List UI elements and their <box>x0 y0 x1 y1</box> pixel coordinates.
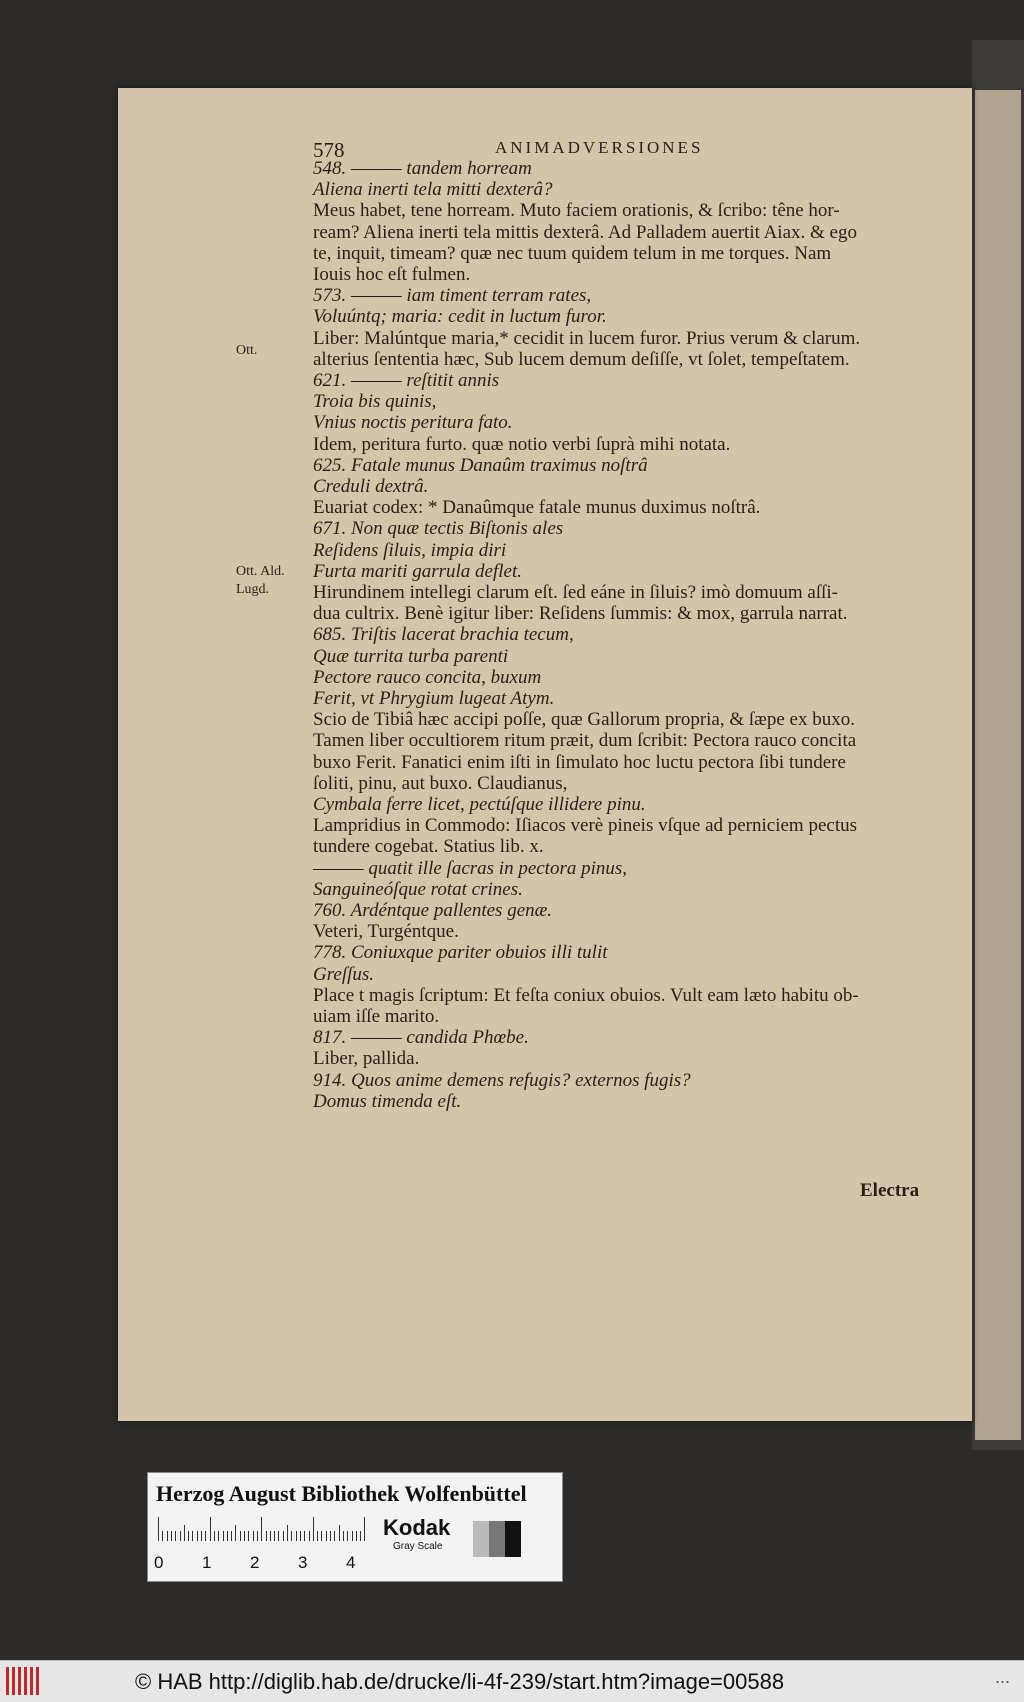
text-line: 548. ——— tandem horream <box>313 158 532 179</box>
text-line: Pectore rauco concita, buxum <box>313 666 542 688</box>
text-line: Iouis hoc eſt fulmen. <box>313 264 471 285</box>
library-title: Herzog August Bibliothek Wolfenbüttel <box>156 1481 527 1506</box>
hab-logo-icon <box>6 1667 46 1695</box>
text-line: Cymbala ferre licet, pectúſque illidere pinu. <box>313 794 646 815</box>
text-line: 573. ——— iam timent terram rates, <box>313 285 592 307</box>
text-line: Place t magis ſcriptum: Et feſta coniux obuios. Vult eam læto habitu ob- <box>313 984 859 1006</box>
text-line: 817. ——— candida Phœbe. <box>313 1027 529 1049</box>
text-line: Reſidens ſiluis, impia diri <box>313 539 507 561</box>
text-line: te, inquit, timeam? quæ nec tuum quidem telum in me torques. Nam <box>313 242 832 264</box>
text-line: Hirundinem intellegi clarum eſt. ſed eáne in ſiluis? imò domuum aſſi- <box>313 582 839 603</box>
text-line: 685. Triſtis lacerat brachia tecum, <box>313 624 574 646</box>
footer-bar <box>0 1660 1024 1702</box>
text-line: Tamen liber occultiorem ritum præit, dum ſcribit: Pectora rauco concita <box>313 730 857 752</box>
text-line: 914. Quos anime demens refugis? externos fugis? <box>313 1069 691 1091</box>
text-line: Furta mariti garrula deflet. <box>313 560 522 582</box>
text-line: Greſſus. <box>313 963 375 985</box>
facing-page-edge <box>975 90 1021 1440</box>
gray-scale-label: Gray Scale <box>393 1541 443 1552</box>
text-line: Vnius noctis peritura fato. <box>313 412 513 434</box>
text-line: 671. Non quæ tectis Biſtonis ales <box>313 518 564 540</box>
book-page <box>118 88 972 1421</box>
text-line: uiam iſſe marito. <box>313 1006 440 1027</box>
text-line: Troia bis quinis, <box>313 391 437 413</box>
gray-swatch-light <box>473 1521 489 1557</box>
ruler-digit: 4 <box>346 1553 356 1572</box>
ruler-digit: 0 <box>154 1553 164 1572</box>
text-line: ——— quatit ille ſacras in pectora pinus, <box>313 857 628 879</box>
text-line: Quæ turrita turba parenti <box>313 645 509 667</box>
gray-swatch-mid <box>489 1521 505 1557</box>
running-head: ANIMADVERSIONES <box>495 138 704 157</box>
text-line: Meus habet, tene horream. Muto faciem orationis, & ſcribo: têne hor- <box>313 200 840 222</box>
catchword: Electra <box>860 1180 920 1201</box>
text-line: buxo Ferit. Fanatici enim iſti in ſimulato hoc luctu pectora ſibi tundere <box>313 751 846 773</box>
text-line: Voluúntq; maria: cedit in luctum furor. <box>313 306 607 328</box>
margin-note: Ott. <box>236 343 258 358</box>
kodak-logo: Kodak <box>383 1515 451 1540</box>
text-line: tundere cogebat. Statius lib. x. <box>313 836 544 858</box>
text-line: dua cultrix. Benè igitur liber: Reſidens ſummis: & mox, garrula narrat. <box>313 603 848 625</box>
text-line: Sanguineóſque rotat crines. <box>313 878 523 900</box>
text-line: Scio de Tibiâ hæc accipi poſſe, quæ Gallorum propria, & ſæpe ex buxo. <box>313 709 855 731</box>
ruler-scale <box>158 1517 368 1541</box>
library-scale-card <box>147 1472 563 1582</box>
page-number: 578 <box>313 138 345 162</box>
more-icon[interactable]: ... <box>995 1667 1011 1687</box>
text-line: Ferit, vt Phrygium lugeat Atym. <box>313 688 555 709</box>
text-line: 621. ——— reſtitit annis <box>313 370 500 391</box>
text-line: Domus timenda eſt. <box>313 1090 462 1112</box>
margin-note: Ott. Ald. <box>236 564 285 579</box>
text-line: Liber: Malúntque maria,* cecidit in lucem furor. Prius verum & clarum. <box>313 327 861 349</box>
text-line: 760. Ardéntque pallentes genæ. <box>313 900 553 921</box>
text-line: Veteri, Turgéntque. <box>313 921 459 943</box>
footer-url[interactable]: © HAB http://diglib.hab.de/drucke/li-4f-239/start.htm?image=00588 <box>135 1669 785 1694</box>
text-line: alterius ſententia hæc, Sub lucem demum deſiſſe, vt ſolet, tempeſtatem. <box>313 348 850 370</box>
gray-swatch-dark <box>505 1521 521 1557</box>
text-line: ream? Aliena inerti tela mittis dexterâ. Ad Palladem auertit Aiax. & ego <box>313 221 857 243</box>
text-line: Idem, peritura furto. quæ notio verbi ſuprà mihi notata. <box>313 433 731 455</box>
text-line: 625. Fatale munus Danaûm traximus noſtrâ <box>313 454 648 476</box>
margin-note: Lugd. <box>236 582 270 597</box>
ruler-digit: 2 <box>250 1553 260 1572</box>
ruler-digit: 1 <box>202 1553 212 1572</box>
text-line: Euariat codex: * Danaûmque fatale munus duximus noſtrâ. <box>313 497 761 519</box>
text-line: Lampridius in Commodo: Iſiacos verè pineis vſque ad perniciem pectus <box>313 815 858 837</box>
ruler-digit: 3 <box>298 1553 308 1572</box>
text-line: Liber, pallida. <box>313 1048 420 1070</box>
text-line: 778. Coniuxque pariter obuios illi tulit <box>313 942 608 964</box>
text-line: ſoliti, pinu, aut buxo. Claudianus, <box>313 772 568 794</box>
text-line: Creduli dextrâ. <box>313 476 429 497</box>
text-line: Aliena inerti tela mitti dexterâ? <box>313 179 553 201</box>
